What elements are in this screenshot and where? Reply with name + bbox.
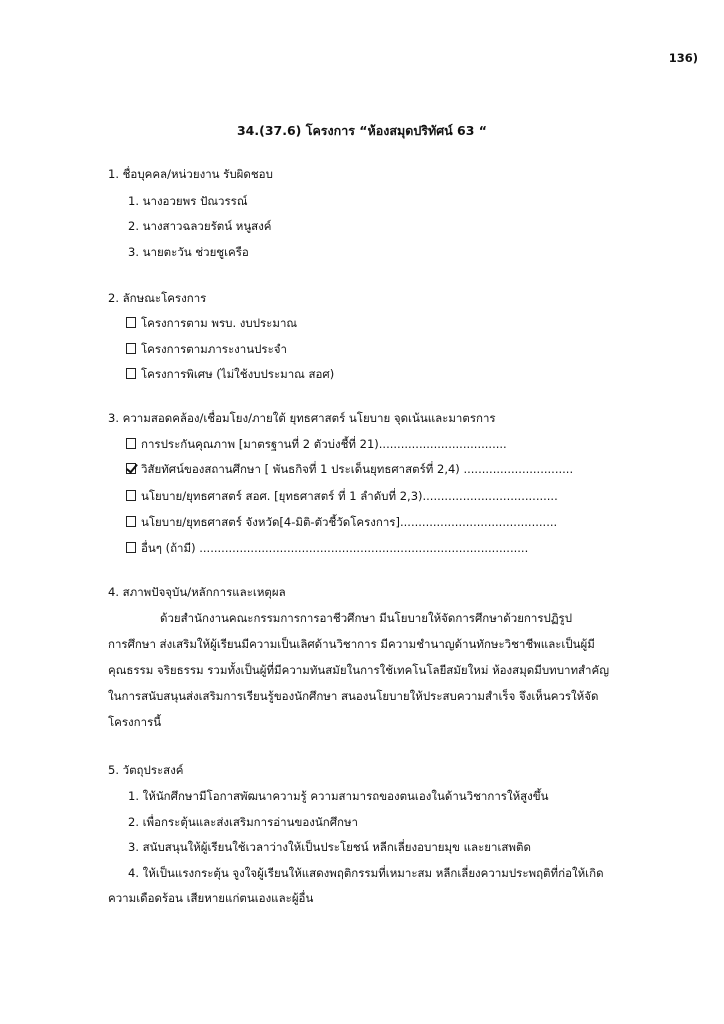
option-label: โครงการพิเศษ (ไม่ใช้งบประมาณ สอศ) [141, 367, 335, 381]
project-type-option [126, 343, 287, 357]
page-number: 136) [668, 51, 698, 65]
section1-heading: 1. ชื่อบุคคล/หน่วยงาน รับผิดชอบ [108, 167, 273, 181]
checkbox[interactable] [126, 368, 136, 379]
option-label: วิสัยทัศน์ของสถานศึกษา [ พันธกิจที่ 1 ประเด็นยุทธศาสตร์ที่ 2,4) .............................. [141, 462, 574, 476]
rationale-line: คุณธรรม จริยธรรม รวมทั้งเป็นผู้ที่มีความทันสมัยในการใช้เทคโนโลยีสมัยใหม่ ห้องสมุดมีบทบาทสำคัญ [108, 663, 610, 677]
objective-continuation: ความเดือดร้อน เสียหายแก่ตนเองและผู้อื่น [108, 891, 314, 905]
rationale-line: โครงการนี้ [108, 715, 162, 729]
section5-heading: 5. วัตถุประสงค์ [108, 763, 184, 777]
checkbox[interactable] [126, 317, 136, 328]
alignment-option [126, 542, 528, 556]
project-type-option [126, 368, 334, 382]
alignment-option [126, 463, 573, 477]
responsible-person-1: 1. นางอวยพร ปัณวรรณ์ [128, 194, 248, 208]
rationale-line: ด้วยสำนักงานคณะกรรมการการอาชีวศึกษา มีนโยบายให้จัดการศึกษาด้วยการปฏิรูป [160, 611, 573, 625]
checkbox[interactable] [126, 343, 136, 354]
alignment-option [126, 516, 557, 530]
option-label: อื่นๆ (ถ้ามี) .......................................................................................... [141, 541, 529, 555]
checkbox[interactable] [126, 516, 136, 527]
option-label: นโยบาย/ยุทธศาสตร์ จังหวัด[4-มิติ-ตัวชี้วัดโครงการ]........................................... [141, 515, 558, 529]
rationale-line: การศึกษา ส่งเสริมให้ผู้เรียนมีความเป็นเลิศด้านวิชาการ มีความชำนาญด้านทักษะวิชาชีพและเป็นผู้มี [108, 637, 595, 651]
checkbox-checked[interactable] [126, 463, 136, 474]
checkbox[interactable] [126, 542, 136, 553]
checkbox[interactable] [126, 490, 136, 501]
option-label: โครงการตาม พรบ. งบประมาณ [141, 316, 298, 330]
alignment-option [126, 490, 558, 504]
objective-item: 4. ให้เป็นแรงกระตุ้น จูงใจผู้เรียนให้แสดงพฤติกรรมที่เหมาะสม หลีกเลี่ยงความประพฤติที่ก่อให้เกิด [128, 866, 604, 880]
objective-item: 1. ให้นักศึกษามีโอกาสพัฒนาความรู้ ความสามารถของตนเองในด้านวิชาการให้สูงขึ้น [128, 789, 549, 803]
project-title: 34.(37.6) โครงการ “ห้องสมุดปริทัศน์ 63 “ [236, 123, 488, 138]
option-label: นโยบาย/ยุทธศาสตร์ สอศ. [ยุทธศาสตร์ ที่ 1 ลำดับที่ 2,3)..................................... [141, 489, 558, 503]
section2-heading: 2. ลักษณะโครงการ [108, 291, 207, 305]
responsible-person-2: 2. นางสาวฉลวยรัตน์ หนูสงค์ [128, 219, 272, 233]
option-label: การประกันคุณภาพ [มาตรฐานที่ 2 ตัวบ่งชี้ที่ 21)................................... [141, 437, 507, 451]
project-type-option [126, 317, 297, 331]
objective-item: 3. สนับสนุนให้ผู้เรียนใช้เวลาว่างให้เป็นประโยชน์ หลีกเลี่ยงอบายมุข และยาเสพติด [128, 840, 531, 854]
section4-heading: 4. สภาพปัจจุบัน/หลักการและเหตุผล [108, 585, 286, 599]
rationale-line: ในการสนับสนุนส่งเสริมการเรียนรู้ของนักศึกษา สนองนโยบายให้ประสบความสำเร็จ จึงเห็นควรให้จัด [108, 689, 599, 703]
objective-item: 2. เพื่อกระตุ้นและส่งเสริมการอ่านของนักศึกษา [128, 815, 358, 829]
alignment-option [126, 438, 507, 452]
responsible-person-3: 3. นายตะวัน ช่วยชูเครือ [128, 245, 249, 259]
checkbox[interactable] [126, 438, 136, 449]
option-label: โครงการตามภาระงานประจำ [141, 342, 287, 356]
section3-heading: 3. ความสอดคล้อง/เชื่อมโยง/ภายใต้ ยุทธศาสตร์ นโยบาย จุดเน้นและมาตรการ [108, 411, 496, 425]
